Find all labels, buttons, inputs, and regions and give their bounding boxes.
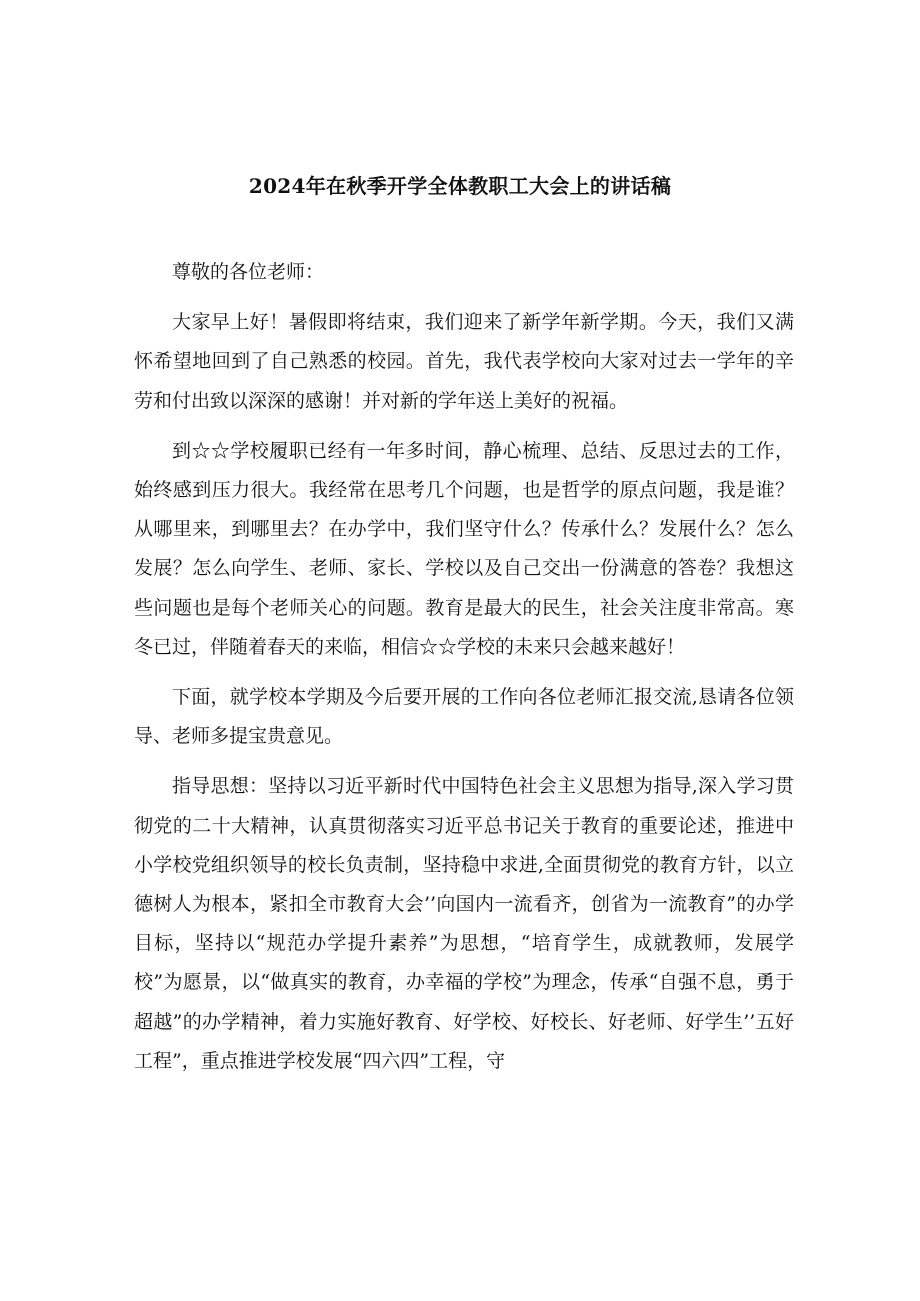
paragraph-intro: 下面，就学校本学期及今后要开展的工作向各位老师汇报交流,恳请各位领导、老师多提宝贵意见。: [134, 686, 794, 748]
document-title: 2024年在秋季开学全体教职工大会上的讲话稿: [248, 174, 672, 198]
salutation: 尊敬的各位老师：: [172, 261, 325, 283]
paragraph-reflection: 到☆☆学校履职已经有一年多时间，静心梳理、总结、反思过去的工作，始终感到压力很大。我经常在思考几个问题，也是哲学的原点问题，我是谁？从哪里来，到哪里去？在办学中，我们坚守什么？传承什么？发展什么？怎么发展？怎么向学生、老师、家长、学校以及自己交出一份满意的答卷？我想这些问题也是每个老师关心的问题。教育是最大的民生，社会关注度非常高。寒冬已过，伴随着春天的来临，相信☆☆学校的未来只会越来越好！: [134, 439, 794, 658]
paragraph-guiding-ideology: 指导思想：坚持以习近平新时代中国特色社会主义思想为指导,深入学习贯彻党的二十大精神，认真贯彻落实习近平总书记关于教育的重要论述，推进中小学校党组织领导的校长负责制，坚持稳中求进,全面贯彻党的教育方针，以立德树人为根本，紧扣全市教育大会’’向国内一流看齐，创省为一流教育”的办学目标，坚持以“规范办学提升素养”为思想，“培育学生，成就教师，发展学校”为愿景，以“做真实的教育，办幸福的学校”为理念，传承“自强不息，勇于超越”的办学精神，着力实施好教育、好学校、好校长、好老师、好学生’’五好工程”，重点推进学校发展“四六四”工程，守: [134, 775, 794, 1072]
paragraph-greeting: 大家早上好！暑假即将结束，我们迎来了新学年新学期。今天，我们又满怀希望地回到了自己熟悉的校园。首先，我代表学校向大家对过去一学年的辛劳和付出致以深深的感谢！并对新的学年送上美好的祝福。: [134, 311, 794, 412]
document-body: [134, 253, 794, 1092]
